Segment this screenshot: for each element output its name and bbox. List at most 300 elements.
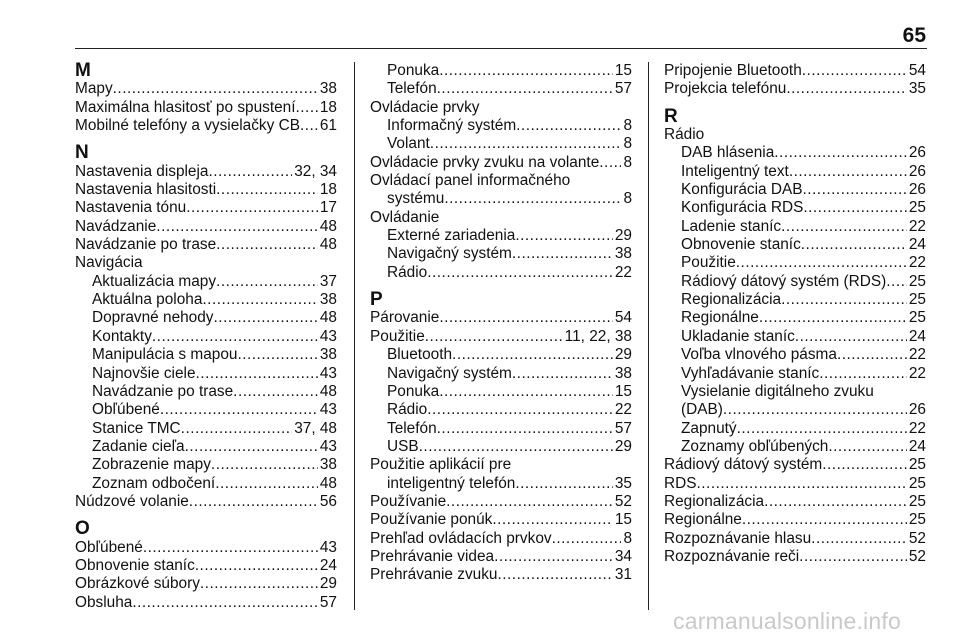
dot-leader (837, 346, 907, 364)
dot-leader (152, 328, 318, 346)
index-heading: Vysielanie digitálneho zvuku (681, 382, 874, 400)
header-rule (75, 48, 927, 49)
section-letter: P (370, 289, 383, 311)
entry-term: Manipulácia s mapou (92, 346, 238, 364)
page-reference: 22 (908, 419, 926, 437)
dot-leader (216, 273, 318, 291)
dot-leader (515, 475, 613, 493)
entry-term: Núdzové volanie (75, 492, 189, 510)
entry-term: Obsluha (75, 593, 133, 611)
page-reference: 22 (908, 254, 926, 272)
entry-term: Inteligentný text (681, 162, 789, 180)
dot-leader (516, 117, 621, 135)
dot-leader (512, 365, 613, 383)
entry-term: Aktualizácia mapy (92, 272, 217, 290)
dot-leader (446, 493, 613, 511)
entry-term: Nastavenia tónu (75, 199, 187, 217)
page-reference: 37, 48 (294, 419, 337, 437)
dot-leader (425, 328, 563, 346)
dot-leader (186, 199, 318, 217)
page-reference: 25 (908, 474, 926, 492)
page-reference: 18 (319, 181, 337, 199)
dot-leader (497, 566, 612, 584)
dot-leader (300, 117, 318, 135)
entry-term: Používanie ponúk (370, 511, 493, 529)
index-entry (75, 163, 337, 181)
page-reference: 8 (623, 190, 632, 208)
entry-term: Zoznamy obľúbených (681, 437, 829, 455)
index-entry (75, 493, 337, 511)
entry-term: Regionálne (681, 309, 759, 327)
page-reference: 8 (623, 135, 632, 153)
section-letter: N (75, 142, 89, 164)
index-subentry (370, 264, 632, 282)
page-reference: 22 (614, 263, 632, 281)
column-divider (354, 62, 355, 610)
dot-leader (419, 438, 613, 456)
section-spacer (75, 511, 337, 520)
page-reference: 38 (614, 245, 632, 263)
dot-leader (439, 62, 613, 80)
index-entry (664, 80, 926, 98)
entry-term: Rádio (387, 263, 428, 281)
entry-term: (DAB) (681, 401, 723, 419)
index-subentry (664, 273, 926, 291)
index-heading: Rádio (664, 126, 705, 144)
index-subentry (664, 309, 926, 327)
page-reference: 24 (908, 437, 926, 455)
entry-term: RDS (664, 474, 697, 492)
dot-leader (439, 383, 613, 401)
index-subentry (75, 420, 337, 438)
entry-term: Rozpoznávanie hlasu (664, 529, 812, 547)
index-heading: Použitie aplikácií pre (370, 456, 512, 474)
index-heading: Ovládacie prvky (370, 98, 480, 116)
dot-leader (452, 346, 613, 364)
index-subentry (75, 273, 337, 291)
dot-leader (811, 530, 907, 548)
page-reference: 48 (319, 217, 337, 235)
index-entry (370, 328, 632, 346)
entry-term: Zadanie cieľa (92, 437, 185, 455)
index-entry (370, 493, 632, 511)
dot-leader (764, 493, 907, 511)
index-column-1 (75, 62, 337, 612)
dot-leader (552, 530, 622, 548)
entry-term: Nastavenia displeja (75, 162, 209, 180)
entry-term: Rádio (387, 401, 428, 419)
index-subentry (75, 365, 337, 383)
page-reference: 37 (319, 272, 337, 290)
page-reference: 26 (908, 144, 926, 162)
index-subentry (664, 438, 926, 456)
page-reference: 29 (614, 346, 632, 364)
index-subentry (370, 62, 632, 80)
index-entry (664, 475, 926, 493)
column-divider (648, 62, 649, 610)
dot-leader (795, 328, 907, 346)
dot-leader (515, 227, 613, 245)
dot-leader (214, 309, 318, 327)
index-subentry (370, 135, 632, 153)
dot-leader (759, 309, 907, 327)
entry-term: Ponuka (387, 382, 440, 400)
dot-leader (736, 254, 907, 272)
entry-term: Stanice TMC (92, 419, 181, 437)
entry-term: Navádzanie (75, 217, 157, 235)
page-reference: 8 (623, 529, 632, 547)
entry-term: Prehrávanie zvuku (370, 566, 498, 584)
index-entry (75, 575, 337, 593)
index-subentry (370, 117, 632, 135)
entry-term: Obľúbené (75, 538, 143, 556)
watermark: carmanualsonline.info (673, 608, 901, 634)
entry-term: Najnovšie ciele (92, 364, 196, 382)
entry-term: Navigačný systém (387, 364, 512, 382)
page-reference: 22 (614, 401, 632, 419)
entry-term: Bluetooth (387, 346, 453, 364)
index-subentry (664, 254, 926, 272)
entry-term: Regionalizácia (664, 492, 765, 510)
entry-term: Regionalizácia (681, 291, 782, 309)
page-reference: 57 (614, 80, 632, 98)
dot-leader (216, 236, 318, 254)
entry-term: Voľba vlnového pásma (681, 346, 837, 364)
index-subentry (75, 383, 337, 401)
page-reference: 52 (908, 529, 926, 547)
dot-leader (742, 511, 907, 529)
index-subentry (664, 199, 926, 217)
entry-term: Rádiový dátový systém (RDS) (681, 272, 887, 290)
dot-leader (296, 99, 318, 117)
dot-leader (444, 190, 621, 208)
index-entry (75, 80, 337, 98)
entry-term: Prehrávanie videa (370, 547, 495, 565)
index-subentry (664, 401, 926, 419)
page-reference: 22 (908, 364, 926, 382)
entry-term: Projekcia telefónu (664, 80, 787, 98)
page-reference: 26 (908, 162, 926, 180)
entry-term: USB (387, 437, 419, 455)
dot-leader (132, 594, 318, 612)
dot-leader (803, 199, 907, 217)
dot-leader (774, 144, 907, 162)
dot-leader (801, 236, 907, 254)
dot-leader (215, 475, 318, 493)
index-entry (75, 236, 337, 254)
dot-leader (789, 163, 907, 181)
page-reference: 8 (623, 153, 632, 171)
page-reference: 24 (908, 327, 926, 345)
dot-leader (737, 420, 907, 438)
page-reference: 54 (614, 309, 632, 327)
entry-term: Obnovenie staníc (75, 556, 195, 574)
index-subentry (664, 346, 926, 364)
index-entry (75, 594, 337, 612)
entry-term: Telefón (387, 419, 437, 437)
index-subentry (664, 163, 926, 181)
section-letter: R (664, 105, 678, 127)
dot-leader (189, 493, 318, 511)
page-reference: 38 (319, 80, 337, 98)
page-reference: 32, 34 (294, 162, 337, 180)
dot-leader (185, 438, 318, 456)
index-subentry (75, 328, 337, 346)
index-heading: Ovládací panel informačného (370, 172, 571, 190)
entry-term: Obľúbené (92, 401, 160, 419)
index-entry (370, 154, 632, 172)
page-reference: 57 (614, 419, 632, 437)
page-number: 65 (902, 24, 926, 47)
index-subentry (75, 475, 337, 493)
page-reference: 43 (319, 437, 337, 455)
dot-leader (781, 218, 907, 236)
index-entry (664, 62, 926, 80)
index-entry (370, 530, 632, 548)
dot-leader (156, 218, 318, 236)
dot-leader (208, 163, 292, 181)
dot-leader (697, 475, 907, 493)
section-letter: O (75, 518, 90, 540)
page-reference: 52 (614, 492, 632, 510)
dot-leader (799, 548, 907, 566)
index-subentry (370, 365, 632, 383)
index-subentry (664, 291, 926, 309)
dot-leader (512, 245, 613, 263)
page-reference: 29 (614, 437, 632, 455)
page-reference: 22 (908, 346, 926, 364)
page-reference: 38 (319, 346, 337, 364)
page-reference: 29 (614, 227, 632, 245)
index-entry (75, 557, 337, 575)
entry-term: Prehľad ovládacích prvkov (370, 529, 552, 547)
index-entry (664, 456, 926, 474)
page-reference: 43 (319, 401, 337, 419)
entry-term: Externé zariadenia (387, 227, 516, 245)
entry-term: Informačný systém (387, 117, 517, 135)
index-subentry (664, 236, 926, 254)
dot-leader (437, 420, 613, 438)
index-subentry (75, 456, 337, 474)
dot-leader (233, 383, 318, 401)
index-entry (370, 511, 632, 529)
page-reference: 24 (319, 556, 337, 574)
entry-term: DAB hlásenia (681, 144, 775, 162)
dot-leader (802, 181, 906, 199)
index-subentry (370, 401, 632, 419)
page-reference: 48 (319, 236, 337, 254)
index-entry (75, 539, 337, 557)
dot-leader (237, 346, 317, 364)
entry-term: Navádzanie po trase (92, 382, 234, 400)
entry-term: Používanie (370, 492, 447, 510)
entry-term: Kontakty (92, 327, 152, 345)
page-reference: 8 (623, 117, 632, 135)
entry-term: Mapy (75, 80, 113, 98)
page-reference: 11, 22, 38 (564, 327, 632, 345)
index-subentry (370, 190, 632, 208)
entry-term: Zapnutý (681, 419, 737, 437)
entry-term: Zobrazenie mapy (92, 456, 211, 474)
page-reference: 25 (908, 492, 926, 510)
entry-term: Ovládacie prvky zvuku na volante (370, 153, 600, 171)
section-spacer (75, 135, 337, 144)
page-reference: 43 (319, 364, 337, 382)
index-entry (75, 117, 337, 135)
index-entry (370, 548, 632, 566)
page-reference: 25 (908, 199, 926, 217)
page-reference: 56 (319, 492, 337, 510)
index-subentry (664, 420, 926, 438)
dot-leader (216, 181, 318, 199)
entry-term: Navádzanie po trase (75, 236, 217, 254)
page-reference: 38 (319, 456, 337, 474)
entry-term: Volant (387, 135, 430, 153)
dot-leader (786, 80, 907, 98)
dot-leader (211, 456, 318, 474)
index-subentry (370, 420, 632, 438)
dot-leader (202, 291, 317, 309)
page-reference: 48 (319, 309, 337, 327)
index-entry (664, 548, 926, 566)
index-entry (75, 218, 337, 236)
dot-leader (439, 309, 613, 327)
entry-term: Mobilné telefóny a vysielačky CB (75, 117, 300, 135)
page-reference: 43 (319, 327, 337, 345)
dot-leader (802, 62, 907, 80)
index-subentry (75, 291, 337, 309)
index-entry (370, 566, 632, 584)
page-reference: 15 (614, 382, 632, 400)
entry-term: Obrázkové súbory (75, 575, 200, 593)
section-letter: M (75, 60, 91, 81)
dot-leader (160, 401, 318, 419)
page-reference: 24 (908, 236, 926, 254)
entry-term: Použitie (370, 327, 425, 345)
index-subentry (664, 181, 926, 199)
entry-term: Regionálne (664, 511, 742, 529)
page-reference: 35 (908, 80, 926, 98)
dot-leader (113, 80, 318, 98)
entry-term: Konfigurácia RDS (681, 199, 804, 217)
entry-term: Pripojenie Bluetooth (664, 62, 802, 79)
index-subentry (370, 438, 632, 456)
dot-leader (427, 264, 613, 282)
page-reference: 48 (319, 474, 337, 492)
index-heading: Ovládanie (370, 208, 440, 226)
entry-term: Dopravné nehody (92, 309, 214, 327)
entry-term: Párovanie (370, 309, 440, 327)
page-reference: 25 (908, 272, 926, 290)
page-reference: 57 (319, 593, 337, 611)
index-entry (664, 511, 926, 529)
page-reference: 25 (908, 291, 926, 309)
dot-leader (599, 154, 621, 172)
dot-leader (828, 438, 907, 456)
page-reference: 38 (614, 364, 632, 382)
page-reference: 43 (319, 538, 337, 556)
dot-leader (886, 273, 907, 291)
index-subentry (75, 346, 337, 364)
entry-term: Ukladanie staníc (681, 327, 795, 345)
dot-leader (494, 548, 613, 566)
index-entry (75, 181, 337, 199)
dot-leader (723, 401, 907, 419)
entry-term: Aktuálna poloha (92, 291, 203, 309)
entry-term: Konfigurácia DAB (681, 181, 803, 199)
dot-leader (427, 401, 613, 419)
index-subentry (75, 401, 337, 419)
entry-term: Ladenie staníc (681, 217, 782, 235)
index-heading: Navigácia (75, 254, 143, 272)
page-reference: 15 (614, 511, 632, 529)
index-subentry (664, 328, 926, 346)
page-reference: 54 (908, 62, 926, 79)
section-spacer (370, 282, 632, 291)
entry-term: Maximálna hlasitosť po spustení (75, 98, 296, 116)
dot-leader (195, 557, 318, 575)
page-reference: 18 (319, 98, 337, 116)
page-reference: 25 (908, 309, 926, 327)
page-reference: 26 (908, 401, 926, 419)
page-reference: 38 (319, 291, 337, 309)
index-subentry (664, 365, 926, 383)
index-subentry (75, 438, 337, 456)
index-entry (664, 530, 926, 548)
index-entry (75, 199, 337, 217)
entry-term: Nastavenia hlasitosti (75, 181, 217, 199)
index-subentry (370, 475, 632, 493)
page-reference: 48 (319, 382, 337, 400)
entry-term: Obnovenie staníc (681, 236, 801, 254)
page-reference: 52 (908, 547, 926, 565)
page-reference: 25 (908, 511, 926, 529)
entry-term: Vyhľadávanie staníc (681, 364, 820, 382)
entry-term: Ponuka (387, 62, 440, 79)
index-subentry (664, 218, 926, 236)
dot-leader (181, 420, 293, 438)
dot-leader (822, 456, 907, 474)
dot-leader (430, 135, 622, 153)
index-column-2 (370, 62, 632, 585)
page-reference: 35 (614, 474, 632, 492)
entry-term: systému (387, 190, 445, 208)
index-subentry (75, 309, 337, 327)
dot-leader (781, 291, 907, 309)
entry-term: Rádiový dátový systém (664, 456, 823, 474)
entry-term: Zoznam odbočení (92, 474, 216, 492)
entry-term: Použitie (681, 254, 736, 272)
page-reference: 25 (908, 456, 926, 474)
dot-leader (819, 365, 907, 383)
dot-leader (143, 539, 318, 557)
dot-leader (492, 511, 613, 529)
index-subentry (370, 227, 632, 245)
page-reference: 26 (908, 181, 926, 199)
dot-leader (437, 80, 613, 98)
entry-term: inteligentný telefón (387, 474, 516, 492)
index-entry (75, 99, 337, 117)
dot-leader (200, 575, 318, 593)
dot-leader (196, 365, 318, 383)
index-entry (370, 309, 632, 327)
page-reference: 31 (614, 566, 632, 584)
index-subentry (664, 144, 926, 162)
page-reference: 17 (319, 199, 337, 217)
index-subentry (370, 245, 632, 263)
entry-term: Navigačný systém (387, 245, 512, 263)
page-reference: 15 (614, 62, 632, 79)
